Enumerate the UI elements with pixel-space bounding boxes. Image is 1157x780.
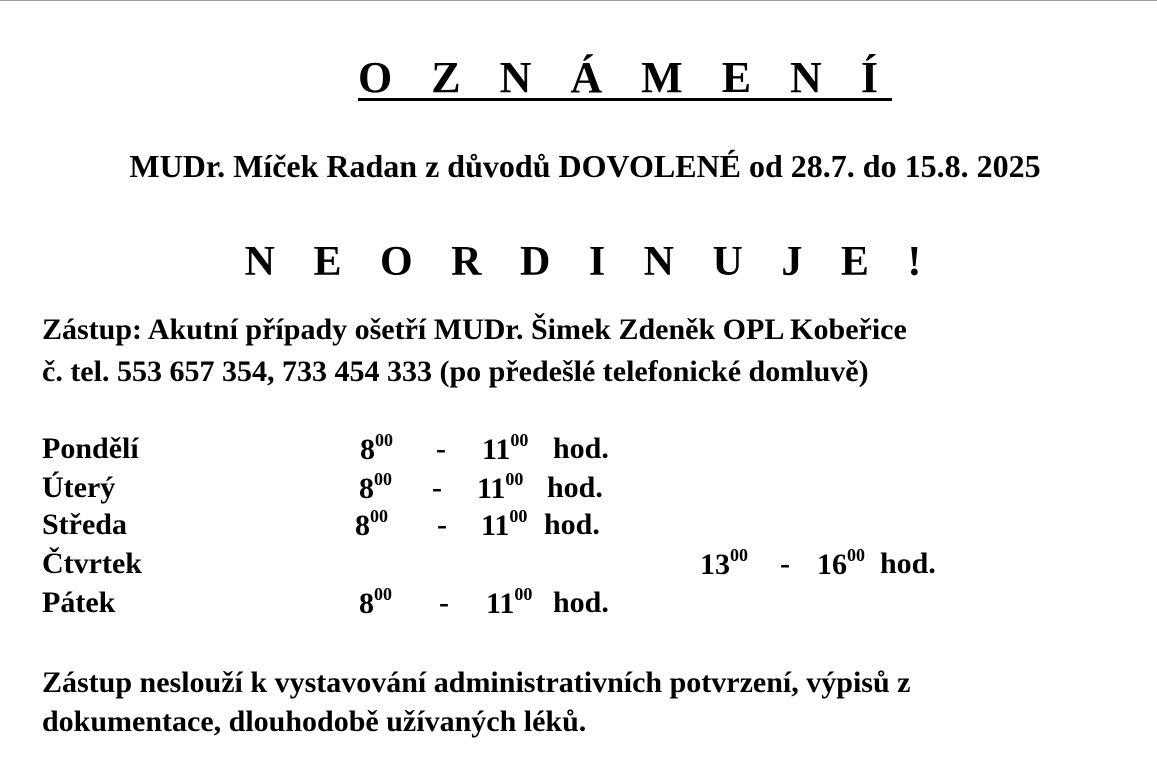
schedule-unit-monday: hod. — [553, 432, 609, 465]
schedule-dash-monday: - — [436, 432, 446, 465]
schedule-day-friday: Pátek — [42, 586, 116, 619]
footer-line-2: dokumentace, dlouhodobě užívaných léků. — [42, 705, 587, 738]
schedule-day-thursday: Čtvrtek — [42, 547, 142, 580]
schedule-day-wednesday: Středa — [42, 508, 127, 541]
schedule-to-monday: $11^{00}$ — [482, 430, 529, 466]
schedule-from-wednesday: $8^{00}$ — [355, 506, 388, 542]
schedule-from-thursday: $13^{00}$ — [700, 545, 748, 581]
schedule-dash-friday: - — [439, 586, 449, 619]
schedule-dash-tuesday: - — [432, 471, 442, 504]
schedule-unit-tuesday: hod. — [547, 471, 603, 504]
notice-headline: N E O R D I N U J E ! — [244, 239, 936, 285]
notice-title: O Z N Á M E N Í — [358, 53, 892, 102]
schedule-unit-wednesday: hod. — [544, 508, 600, 541]
schedule-unit-thursday: hod. — [880, 547, 936, 580]
schedule-day-tuesday: Úterý — [42, 471, 116, 504]
substitute-line-2: č. tel. 553 657 354, 733 454 333 (po předešlé telefonické domluvě) — [42, 355, 869, 388]
schedule-from-monday: $8^{00}$ — [360, 430, 393, 466]
substitute-line-1: Zástup: Akutní případy ošetří MUDr. Šimek Zdeněk OPL Kobeřice — [42, 313, 907, 346]
footer-line-1: Zástup neslouží k vystavování administrativních potvrzení, výpisů z — [42, 666, 911, 699]
top-border-line — [0, 0, 1157, 1]
notice-subtitle: MUDr. Míček Radan z důvodů DOVOLENÉ od 28.7. do 15.8. 2025 — [129, 148, 1041, 184]
schedule-to-tuesday: $11^{00}$ — [477, 469, 524, 505]
schedule-from-friday: $8^{00}$ — [359, 584, 392, 620]
schedule-unit-friday: hod. — [553, 586, 609, 619]
schedule-from-tuesday: $8^{00}$ — [359, 469, 392, 505]
schedule-day-monday: Pondělí — [42, 432, 139, 465]
schedule-dash-thursday: - — [780, 547, 790, 580]
schedule-to-friday: $11^{00}$ — [486, 584, 533, 620]
schedule-to-thursday: $16^{00}$ — [817, 545, 865, 581]
schedule-dash-wednesday: - — [437, 508, 447, 541]
schedule-to-wednesday: $11^{00}$ — [481, 506, 528, 542]
